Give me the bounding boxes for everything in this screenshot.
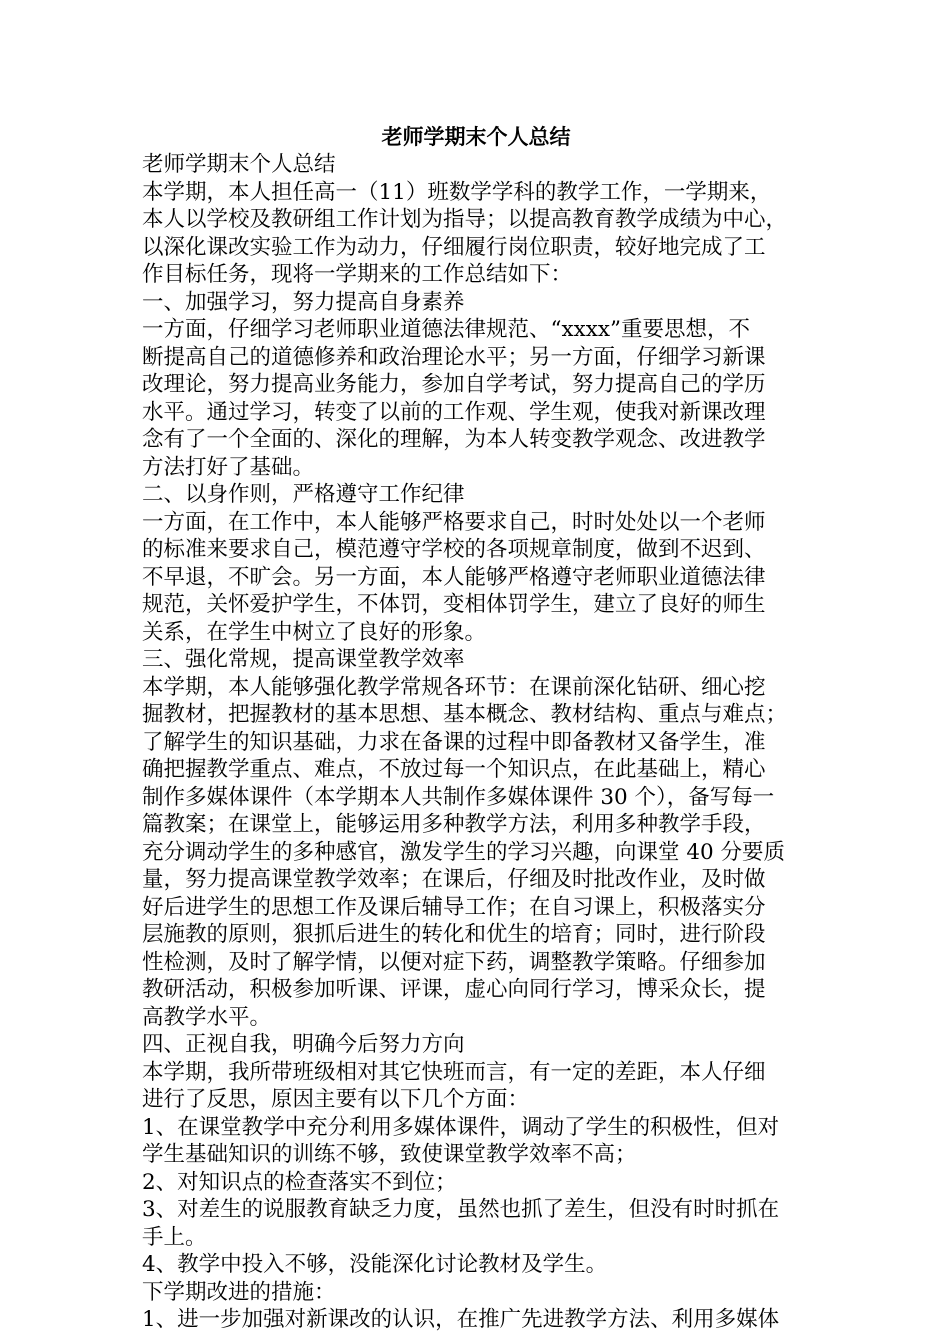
text-line: 不早退，不旷会。另一方面，本人能够严格遵守老师职业道德法律 — [142, 564, 766, 590]
text-line: 作目标任务，现将一学期来的工作总结如下： — [142, 262, 573, 287]
text-line: 本学期，本人担任高一（11）班数学学科的教学工作，一学期来， — [142, 179, 772, 205]
text-line: 3、对差生的说服教育缺乏力度，虽然也抓了差生，但没有时时抓在 — [142, 1197, 780, 1222]
text-line: 断提高自己的道德修养和政治理论水平；另一方面，仔细学习新课 — [142, 344, 766, 370]
text-line: 四、正视自我，明确今后努力方向 — [142, 1032, 465, 1057]
document-title: 老师学期末个人总结 — [381, 124, 571, 149]
text-line: 改理论，努力提高业务能力，参加自学考试，努力提高自己的学历 — [142, 372, 766, 397]
text-line: 一、加强学习，努力提高自身素养 — [142, 289, 465, 315]
text-line: 本人以学校及教研组工作计划为指导；以提高教育教学成绩为中心， — [142, 207, 788, 232]
text-line: 水平。通过学习，转变了以前的工作观、学生观，使我对新课改理 — [142, 399, 766, 425]
text-line: 1、进一步加强对新课改的认识，在推广先进教学方法、利用多媒体 — [142, 1307, 780, 1332]
text-line: 方法打好了基础。 — [142, 454, 315, 480]
text-line: 规范，关怀爱护学生，不体罚，变相体罚学生，建立了良好的师生 — [142, 592, 766, 617]
text-line: 手上。 — [142, 1224, 207, 1250]
text-line: 1、在课堂教学中充分利用多媒体课件，调动了学生的积极性，但对 — [142, 1114, 780, 1140]
text-line: 充分调动学生的多种感官，激发学生的学习兴趣，向课堂 40 分要质 — [142, 839, 786, 865]
text-line: 性检测，及时了解学情，以便对症下药，调整教学策略。仔细参加 — [142, 949, 766, 975]
text-line: 确把握教学重点、难点，不放过每一个知识点，在此基础上，精心 — [142, 757, 766, 782]
text-line: 2、对知识点的检查落实不到位； — [142, 1169, 457, 1195]
text-line: 量，努力提高课堂教学效率；在课后，仔细及时批改作业，及时做 — [142, 867, 766, 892]
text-line: 教研活动，积极参加听课、评课，虚心向同行学习，博采众长，提 — [142, 977, 766, 1002]
text-line: 好后进学生的思想工作及课后辅导工作；在自习课上，积极落实分 — [142, 894, 766, 920]
text-line: 老师学期末个人总结 — [142, 152, 336, 177]
text-line: 一方面，仔细学习老师职业道德法律规范、“xxxx”重要思想，不 — [142, 317, 750, 342]
text-line: 本学期，我所带班级相对其它快班而言，有一定的差距，本人仔细 — [142, 1059, 766, 1085]
text-line: 关系，在学生中树立了良好的形象。 — [142, 619, 487, 645]
text-line: 学生基础知识的训练不够，致使课堂教学效率不高； — [142, 1142, 637, 1167]
document-page — [142, 123, 810, 1334]
text-line: 三、强化常规，提高课堂教学效率 — [142, 647, 465, 672]
text-line: 进行了反思，原因主要有以下几个方面： — [142, 1087, 530, 1112]
text-line: 念有了一个全面的、深化的理解，为本人转变教学观念、改进教学 — [142, 427, 766, 452]
text-line: 的标准来要求自己，模范遵守学校的各项规章制度，做到不迟到、 — [142, 537, 766, 562]
text-line: 本学期，本人能够强化教学常规各环节：在课前深化钻研、细心挖 — [142, 674, 766, 700]
text-line: 了解学生的知识基础，力求在备课的过程中即备教材又备学生，准 — [142, 729, 766, 755]
text-line: 层施教的原则，狠抓后进生的转化和优生的培育；同时，进行阶段 — [142, 922, 766, 947]
text-line: 二、以身作则，严格遵守工作纪律 — [142, 482, 465, 507]
text-line: 制作多媒体课件（本学期本人共制作多媒体课件 30 个），备写每一 — [142, 784, 775, 810]
text-line: 4、教学中投入不够，没能深化讨论教材及学生。 — [142, 1252, 608, 1277]
text-line: 篇教案；在课堂上，能够运用多种教学方法，利用多种教学手段， — [142, 812, 766, 837]
text-line: 一方面，在工作中，本人能够严格要求自己，时时处处以一个老师 — [142, 509, 766, 535]
document-body — [142, 151, 810, 1334]
text-line: 下学期改进的措施： — [142, 1279, 336, 1305]
text-line: 高教学水平。 — [142, 1004, 272, 1030]
text-line: 掘教材，把握教材的基本思想、基本概念、教材结构、重点与难点； — [142, 702, 788, 727]
text-line: 以深化课改实验工作为动力，仔细履行岗位职责，较好地完成了工 — [142, 234, 766, 260]
